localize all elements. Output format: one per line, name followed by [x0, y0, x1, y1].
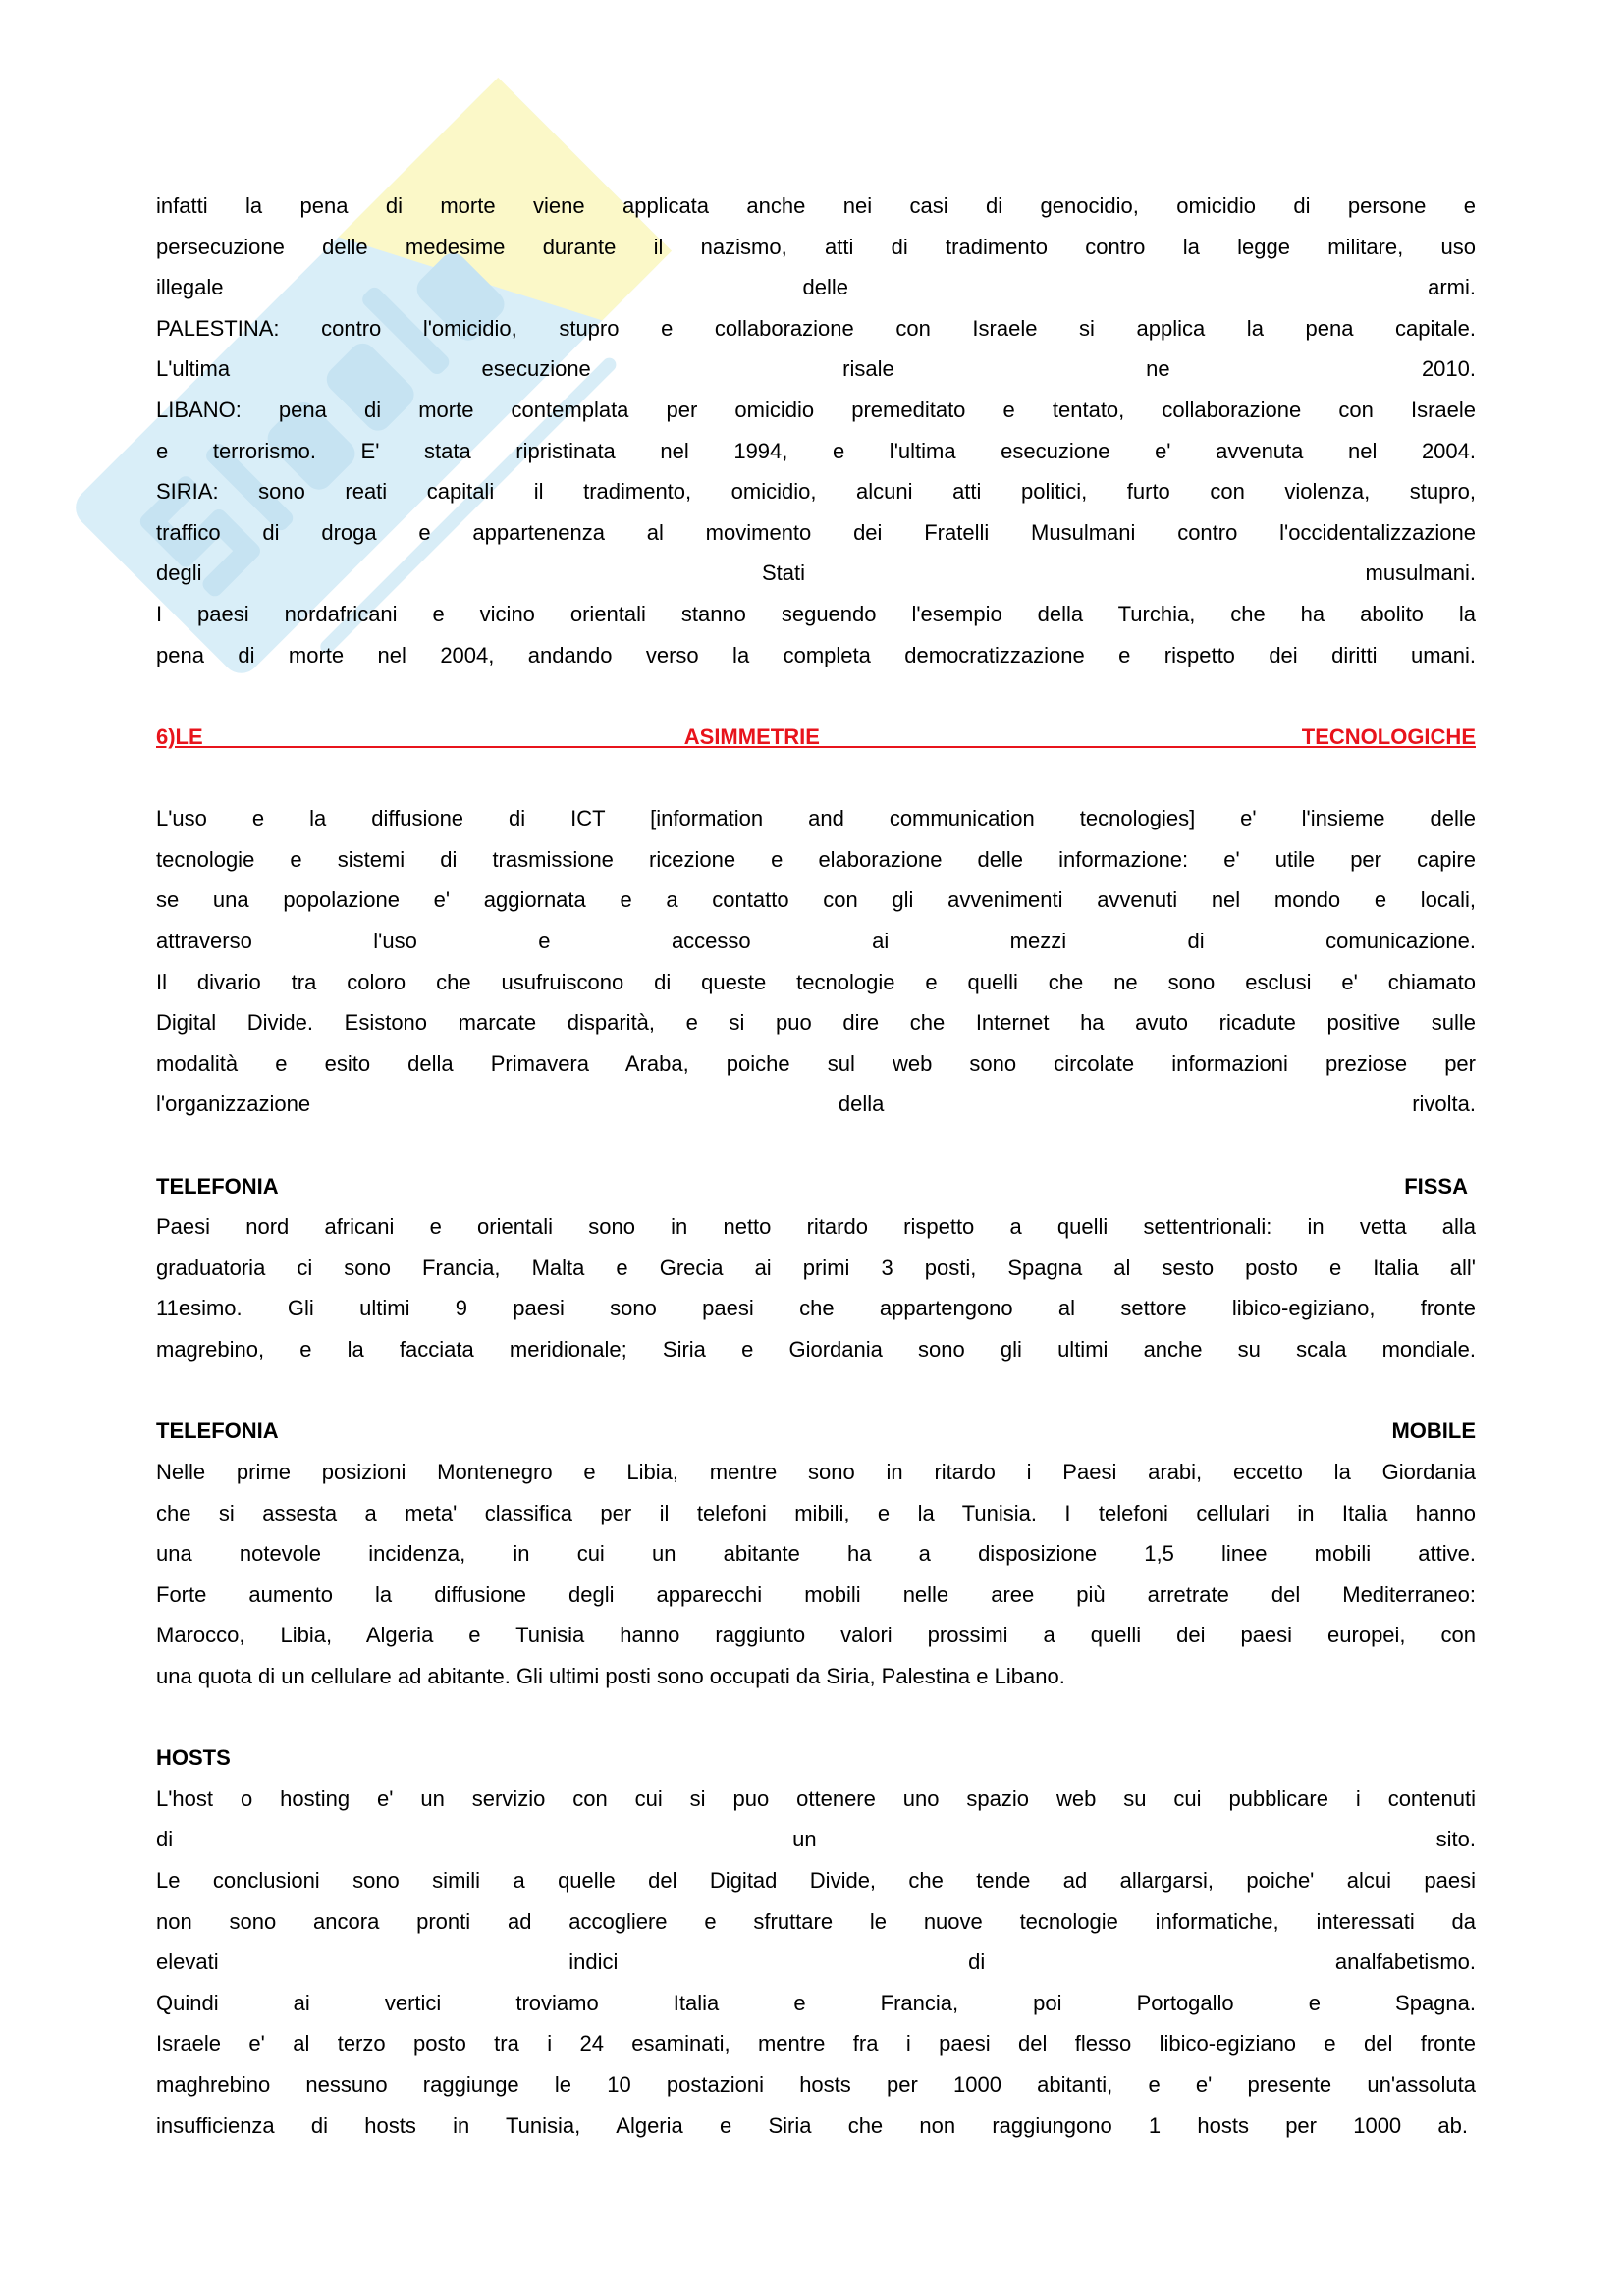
text-line: L'ultima esecuzione risale ne 2010. [156, 356, 1476, 382]
text-line: di un sito. [156, 1827, 1476, 1852]
text-line: Digital Divide. Esistono marcate disparità, e si puo dire che Internet ha avuto ricadute positive sulle [156, 1010, 1476, 1036]
text-line: L'uso e la diffusione di ICT [information and communication tecnologies] e' l'insieme delle [156, 806, 1476, 831]
text-line: illegale delle armi. [156, 275, 1476, 300]
text-line: una quota di un cellulare ad abitante. Gli ultimi posti sono occupati da Siria, Palestina e Libano. [156, 1663, 1065, 1688]
text-line: Il divario tra coloro che usufruiscono di queste tecnologie e quelli che ne sono esclusi e' chiamato [156, 969, 1476, 994]
text-line: degli Stati musulmani. [156, 561, 1476, 586]
text-line: tecnologie e sistemi di trasmissione ricezione e elaborazione delle informazione: e' utile per capire [156, 846, 1476, 872]
text-line: non sono ancora pronti ad accogliere e sfruttare le nuove tecnologie informatiche, interessati da [156, 1908, 1476, 1934]
text-line: L'host o hosting e' un servizio con cui si puo ottenere uno spazio web su cui pubblicare i contenuti [156, 1786, 1476, 1811]
text-line: 11esimo. Gli ultimi 9 paesi sono paesi che appartengono al settore libico-egiziano, fronte [156, 1296, 1476, 1321]
text-line: I paesi nordafricani e vicino orientali stanno seguendo l'esempio della Turchia, che ha abolito la [156, 602, 1476, 627]
text-line: traffico di droga e appartenenza al movimento dei Fratelli Musulmani contro l'occidentalizzazione [156, 519, 1476, 545]
text-line: Israele e' al terzo posto tra i 24 esaminati, mentre fra i paesi del flesso libico-egiziano e del fronte [156, 2031, 1476, 2056]
text-line: persecuzione delle medesime durante il nazismo, atti di tradimento contro la legge militare, uso [156, 234, 1476, 259]
subheading: TELEFONIA MOBILE [156, 1418, 1476, 1444]
text-line: infatti la pena di morte viene applicata anche nei casi di genocidio, omicidio di persone e [156, 193, 1476, 218]
text-line: magrebino, e la facciata meridionale; Siria e Giordania sono gli ultimi anche su scala mondiale. [156, 1337, 1476, 1362]
text-line: Marocco, Libia, Algeria e Tunisia hanno raggiunto valori prossimi a quelli dei paesi europei, con [156, 1623, 1476, 1648]
text-line: insufficienza di hosts in Tunisia, Algeria e Siria che non raggiungono 1 hosts per 1000 ab. [156, 2112, 1468, 2138]
text-line: Le conclusioni sono simili a quelle del Digitad Divide, che tende ad allargarsi, poiche' alcui paesi [156, 1867, 1476, 1893]
text-line: Nelle prime posizioni Montenegro e Libia, mentre sono in ritardo i Paesi arabi, eccetto la Giordania [156, 1459, 1476, 1484]
text-line: PALESTINA: contro l'omicidio, stupro e collaborazione con Israele si applica la pena capitale. [156, 315, 1476, 341]
text-line: Forte aumento la diffusione degli apparecchi mobili nelle aree più arretrate del Mediterraneo: [156, 1581, 1476, 1607]
text-line: elevati indici di analfabetismo. [156, 1949, 1476, 1975]
text-line: LIBANO: pena di morte contemplata per omicidio premeditato e tentato, collaborazione con Israele [156, 398, 1476, 423]
text-line: SIRIA: sono reati capitali il tradimento, omicidio, alcuni atti politici, furto con violenza, stupro, [156, 479, 1476, 505]
text-line: pena di morte nel 2004, andando verso la completa democratizzazione e rispetto dei diritti umani. [156, 642, 1476, 667]
subheading: HOSTS [156, 1745, 231, 1771]
text-line: e terrorismo. E' stata ripristinata nel 1994, e l'ultima esecuzione e' avvenuta nel 2004. [156, 438, 1476, 463]
text-line: attraverso l'uso e accesso ai mezzi di comunicazione. [156, 928, 1476, 953]
text-line: Paesi nord africani e orientali sono in netto ritardo rispetto a quelli settentrionali: in vetta alla [156, 1214, 1476, 1240]
text-line: una notevole incidenza, in cui un abitante ha a disposizione 1,5 linee mobili attive. [156, 1541, 1476, 1567]
text-line: se una popolazione e' aggiornata e a contatto con gli avvenimenti avvenuti nel mondo e locali, [156, 887, 1476, 913]
text-line: graduatoria ci sono Francia, Malta e Grecia ai primi 3 posti, Spagna al sesto posto e Italia all' [156, 1255, 1476, 1280]
text-line: maghrebino nessuno raggiunge le 10 postazioni hosts per 1000 abitanti, e e' presente un'assoluta [156, 2072, 1476, 2098]
document-body [156, 186, 1476, 2146]
text-line: l'organizzazione della rivolta. [156, 1092, 1476, 1117]
subheading: TELEFONIA FISSA [156, 1173, 1468, 1199]
section-heading: 6)LE ASIMMETRIE TECNOLOGICHE [156, 723, 1476, 749]
text-line: Quindi ai vertici troviamo Italia e Francia, poi Portogallo e Spagna. [156, 1990, 1476, 2015]
text-line: che si assesta a meta' classifica per il telefoni mibili, e la Tunisia. I telefoni cellulari in Italia hanno [156, 1500, 1476, 1525]
text-line: modalità e esito della Primavera Araba, poiche sul web sono circolate informazioni preziose per [156, 1050, 1476, 1076]
